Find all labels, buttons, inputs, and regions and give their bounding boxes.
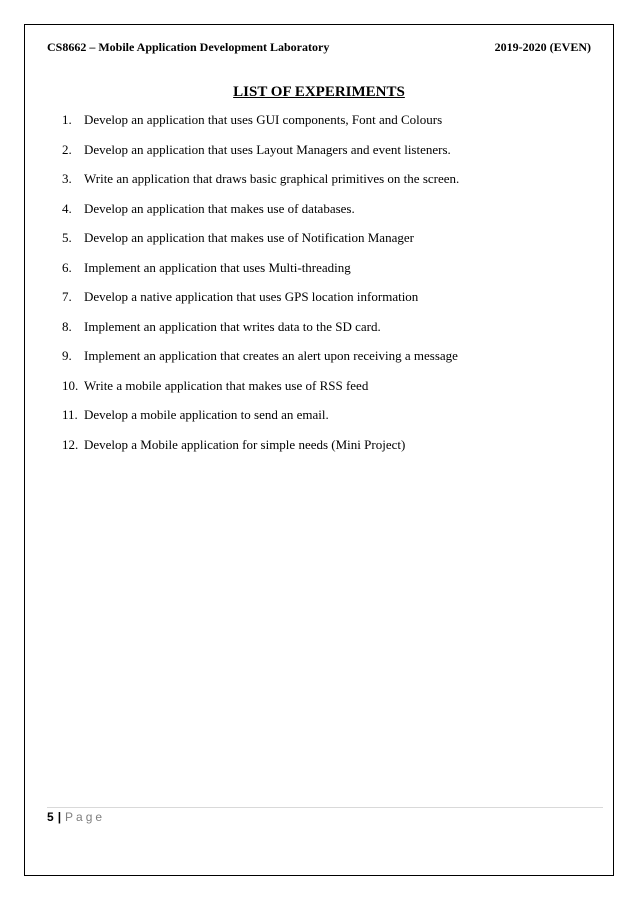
experiment-text: Develop a native application that uses GPS location information — [84, 289, 419, 304]
page-title: LIST OF EXPERIMENTS — [233, 84, 405, 100]
header-course-title: CS8662 – Mobile Application Development Laboratory — [47, 40, 330, 54]
experiment-text: Implement an application that creates an alert upon receiving a message — [84, 348, 458, 363]
experiment-number: 1. — [62, 112, 72, 127]
experiment-item-3 — [62, 171, 459, 201]
experiment-item-5 — [62, 230, 459, 260]
experiment-item-9 — [62, 348, 459, 378]
experiment-item-8 — [62, 319, 459, 349]
experiment-number: 6. — [62, 259, 72, 275]
page-label: Page — [65, 810, 106, 824]
page-footer — [47, 810, 105, 824]
experiment-text: Develop an application that makes use of Notification Manager — [84, 230, 414, 245]
experiment-number: 2. — [62, 141, 72, 157]
experiment-number: 11. — [62, 407, 78, 422]
experiment-text: Implement an application that uses Multi-threading — [84, 259, 351, 275]
experiment-text: Develop an application that makes use of databases. — [84, 200, 355, 216]
experiment-text: Develop an application that uses GUI components, Font and Colours — [84, 112, 443, 127]
experiment-number: 5. — [62, 230, 72, 245]
page-separator: | — [57, 810, 62, 824]
header-academic-year: 2019-2020 (EVEN) — [494, 40, 591, 54]
experiment-item-11 — [62, 407, 459, 437]
experiment-text: Write an application that draws basic graphical primitives on the screen. — [84, 171, 460, 186]
experiment-text: Write a mobile application that makes use of RSS feed — [84, 377, 369, 393]
experiment-item-1 — [62, 112, 459, 142]
experiment-number: 9. — [62, 348, 72, 363]
footer-divider — [47, 807, 603, 808]
experiment-text: Develop an application that uses Layout Managers and event listeners. — [84, 141, 451, 157]
experiment-item-4 — [62, 201, 459, 231]
experiment-text: Develop a mobile application to send an email. — [84, 407, 329, 422]
experiment-item-6 — [62, 260, 459, 290]
experiment-number: 4. — [62, 200, 72, 216]
experiment-list — [62, 112, 459, 466]
experiment-item-7 — [62, 289, 459, 319]
page-number: 5 — [47, 810, 54, 824]
experiment-text: Develop a Mobile application for simple needs (Mini Project) — [84, 436, 406, 452]
experiment-number: 3. — [62, 171, 72, 186]
experiment-item-12 — [62, 437, 459, 467]
experiment-number: 7. — [62, 289, 72, 304]
experiment-item-2 — [62, 142, 459, 172]
experiment-number: 8. — [62, 318, 72, 334]
experiment-text: Implement an application that writes data to the SD card. — [84, 318, 381, 334]
experiment-number: 12. — [62, 436, 79, 452]
experiment-item-10 — [62, 378, 459, 408]
experiment-number: 10. — [62, 377, 79, 393]
